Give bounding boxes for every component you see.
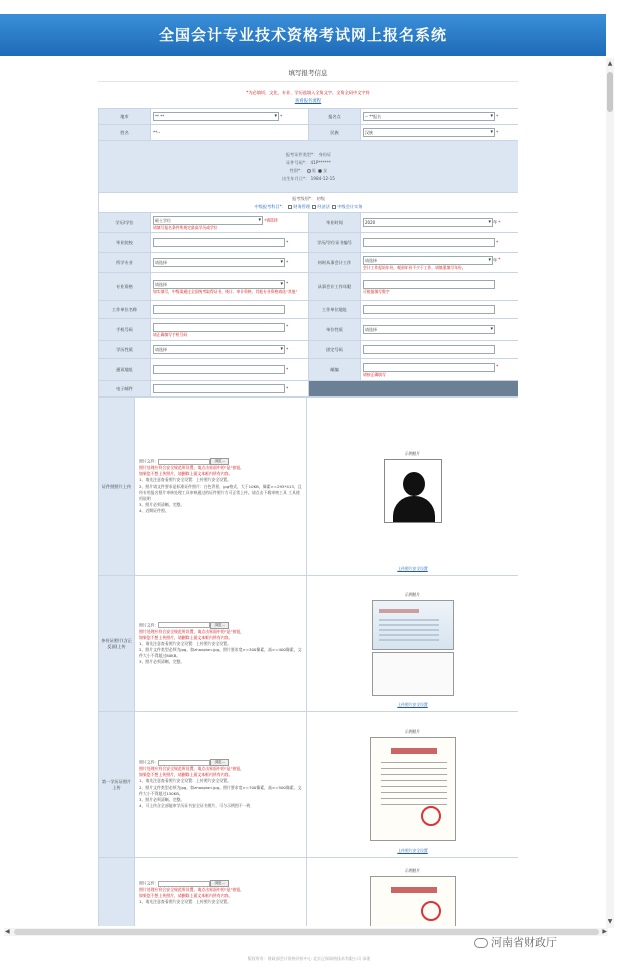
file-label: 照片文件：: [139, 622, 159, 628]
sample-title: 示例照片: [404, 450, 421, 456]
education-select[interactable]: 硕士学位 ▾: [153, 216, 263, 225]
sample-idcard-back-image: [372, 652, 454, 696]
browse-button[interactable]: 浏览...: [210, 759, 229, 766]
subject-option-2: 经济法: [317, 203, 330, 209]
upload-row-diploma: [99, 712, 519, 858]
upload-step: 3、照片必须清晰、完整。: [139, 797, 185, 803]
graduation-year-select[interactable]: 2020 ▾: [363, 218, 493, 227]
scroll-down-icon[interactable]: ▼: [607, 918, 613, 925]
upload-step: 1、请先注意查看照片安全设置：上传照片安全设置。: [139, 640, 231, 646]
upload-warning: 如果您不想上传照片，请删除上面文本框内所有内容。: [139, 471, 233, 477]
sample-title: 示例照片: [404, 591, 421, 597]
table-row: 通讯地址 * 邮编 * 请按正确填写: [99, 359, 519, 381]
field-label: 从事会计工作年限: [309, 273, 361, 301]
field-label: 工作单位名称: [99, 301, 151, 319]
dob-label: 出生年月日*：: [282, 175, 310, 181]
scroll-thumb[interactable]: [607, 72, 613, 112]
sex-female-label: 女: [323, 167, 328, 173]
diploma-number-input[interactable]: [363, 238, 495, 247]
field-label: 手机号码: [99, 319, 151, 341]
upload-label: 第一学历证照片上传: [99, 712, 135, 858]
field-label: 毕业院校: [99, 233, 151, 253]
sex-female-radio[interactable]: [318, 169, 322, 173]
upload-step: 1、请先注意查看照片安全设置：上传照片安全设置。: [139, 477, 231, 483]
browse-button[interactable]: 浏览...: [210, 880, 229, 887]
upload-instructions: [135, 398, 307, 576]
exam-level-label: 报考级别*：: [292, 195, 316, 201]
major-select[interactable]: 请选择 ▾: [153, 258, 285, 267]
field-label: 固定号码: [309, 341, 361, 359]
sample-idcard-front-image: [372, 600, 454, 650]
field-label: 电子邮件: [99, 381, 151, 397]
id-info-block: [99, 141, 519, 193]
sample-cert-cell: [307, 858, 519, 927]
file-path-input[interactable]: [158, 881, 210, 887]
upload-label: 证件照照片上传: [99, 398, 135, 576]
sample-title: 示例照片: [404, 868, 421, 873]
registration-form-page: [98, 58, 518, 926]
id-number-value: 41P******: [310, 159, 331, 165]
postcode-input[interactable]: [363, 363, 495, 372]
field-label: 何时从事会计工作: [309, 253, 361, 273]
table-row: 电子邮件 *: [99, 381, 519, 397]
field-label: 学历/学位证书编号: [309, 233, 361, 253]
sample-diploma-image: [370, 737, 456, 841]
system-title: 全国会计专业技术资格考试网上报名系统: [158, 26, 447, 44]
mobile-hint: 请正确填写手机号码: [153, 331, 188, 337]
upload-table: [98, 397, 518, 926]
file-label: 照片文件：: [139, 880, 159, 886]
field-label: 所学专业: [99, 253, 151, 273]
file-path-input[interactable]: [158, 622, 210, 628]
field-label: 报名点: [309, 109, 361, 125]
table-row: [99, 193, 519, 213]
wechat-icon: [474, 938, 488, 948]
info-table: [98, 108, 518, 397]
field-label: 邮编: [309, 359, 361, 381]
city-select[interactable]: ** ** ▾: [153, 112, 279, 121]
page-header-banner: [0, 14, 606, 56]
address-input[interactable]: [153, 365, 285, 374]
photo-security-link[interactable]: 上传照片安全设置: [397, 848, 428, 853]
field-label: 地市: [99, 109, 151, 125]
postcode-hint: 请按正确填写: [363, 371, 386, 377]
upload-step: 3、照片必须清晰、完整。: [139, 659, 185, 665]
upload-warning: 照片处理应符合安全规范所设置，请点击界面中的“是”按钮，: [139, 465, 245, 471]
upload-warning: 如果您不想上传照片，请删除上面文本框内所有内容。: [139, 634, 233, 640]
qualification-hint: 如实填写，中级需通过全国统考取得证书，统计、审计资格，其他专业资格请选“其他”: [153, 288, 298, 294]
upload-step: 3、照片必须清晰、完整。: [139, 502, 185, 508]
field-label: 单位性质: [309, 319, 361, 341]
scroll-left-icon[interactable]: ◀: [5, 928, 10, 935]
browse-button[interactable]: 浏览...: [210, 622, 229, 629]
work-start-select[interactable]: 请选择 ▾: [363, 256, 493, 265]
registration-point-select[interactable]: -- **报名 ▾: [363, 112, 495, 121]
upload-warning: 照片处理应符合安全规范所设置，请点击界面中的“是”按钮，: [139, 887, 245, 892]
photo-security-link[interactable]: 上传照片安全设置: [397, 702, 428, 707]
scroll-up-icon[interactable]: ▲: [607, 60, 613, 67]
email-input[interactable]: [153, 384, 285, 393]
upload-warning: 照片处理应符合安全规范所设置，请点击界面中的“是”按钮，: [139, 766, 245, 772]
id-type-label: 报考证件类型*：: [285, 151, 318, 157]
school-input[interactable]: [153, 238, 285, 247]
sample-diploma-cell: [307, 712, 519, 858]
upload-warning: 如果您不想上传照片，请删除上面文本框内所有内容。: [139, 893, 233, 898]
upload-row-photo: [99, 398, 519, 576]
table-row: 手机号码 * 请正确填写手机号码 单位性质 请选择 ▾: [99, 319, 519, 341]
employer-type-select[interactable]: 请选择 ▾: [363, 325, 495, 334]
sex-male-label: 男: [311, 167, 316, 173]
field-label: 工作单位地址: [309, 301, 361, 319]
sample-certificate-image: [370, 876, 456, 926]
subject-option-3: 中级会计实务: [337, 203, 363, 209]
upload-label: 身份证照片(含正反面)上传: [99, 576, 135, 712]
page-footer: 版权所有：财政部会计资格评价中心 北京正保网络技术有限公司 承建: [247, 956, 371, 961]
upload-row-extra: [99, 858, 519, 927]
subject-option-1: 财务管理: [293, 203, 311, 209]
upload-step: 2、照片文件类型必须为jpg，如zhaopian.jpg。照片要求宽>=700像素，高>=500像素，文件大小不得超过150KB。: [139, 784, 302, 796]
work-start-hint: 会计工作起始年份，税前年份不少于工作，请慎重填写年份。: [363, 264, 466, 270]
work-years-input[interactable]: [363, 280, 495, 289]
education-hint: 请填写报名条件所规定最高学历或学位: [153, 224, 218, 230]
sample-portrait-image: [384, 459, 442, 523]
field-label: 通讯地址: [99, 359, 151, 381]
upload-row-idcard: [99, 576, 519, 712]
work-start-unit: 年: [493, 257, 498, 262]
graduation-year-unit: 年: [493, 219, 498, 225]
field-label: 民族: [309, 125, 361, 141]
sample-idcard-cell: [307, 576, 519, 712]
upload-step: 1、请先注意查看照片安全设置：上传照片安全设置。: [139, 778, 231, 784]
file-label: 照片文件：: [139, 458, 159, 464]
file-path-input[interactable]: [158, 459, 210, 465]
upload-step: 2、照片文件类型必须为jpg，如zhaopian.jpg。照片要求宽>=300像素，高>=400像素，文件大小不得超过80KB。: [139, 646, 302, 658]
table-row: 所学专业 请选择 ▾ * 何时从事会计工作 请选择 ▾ 年* 会计工作起始年份，税前年份不少于工作，请慎重填写年份。: [99, 253, 519, 273]
subject-checkbox-2[interactable]: [312, 205, 316, 209]
id-number-label: 证件号码*：: [286, 159, 310, 165]
subject-checkbox-1[interactable]: [288, 205, 292, 209]
upload-step: 2、照片请文件要求是标准证件照片：白色背景，jpg格式，大于10KB，像素>=295*413，且经专用报名照片审核处理工具审核通过的证件照片方可正常上传。请点击下载审核工具 工具使用说明: [139, 483, 302, 501]
table-row: [99, 141, 519, 193]
page-title: 填写报考信息: [98, 68, 518, 82]
table-row: 毕业院校 * 学历/学位证书编号 *: [99, 233, 519, 253]
upload-instructions: [135, 712, 307, 858]
exam-level-value: 初级: [316, 195, 325, 201]
qualification-select[interactable]: 请选择 ▾: [153, 280, 285, 289]
education-extra: *请选择: [264, 217, 278, 222]
ethnicity-select[interactable]: 汉族 ▾: [363, 128, 495, 137]
upload-step: 4、近期证件照。: [139, 508, 169, 514]
exam-level-block: [99, 193, 519, 213]
empty-cell: [309, 381, 519, 397]
file-label: 照片文件：: [139, 759, 159, 765]
watermark-text: 河南省财政厅: [491, 936, 557, 949]
browse-button[interactable]: 浏览...: [210, 458, 229, 465]
mobile-input[interactable]: [153, 323, 285, 332]
table-row: 学历/学位 硕士学位 ▾ *请选择 请填写报名条件所规定最高学历或学位 毕业时间 2020 ▾ 年*: [99, 213, 519, 233]
upload-instructions: [135, 576, 307, 712]
registration-process-link[interactable]: 查看报名流程: [294, 99, 322, 104]
subject-checkbox-3[interactable]: [332, 205, 336, 209]
landline-input[interactable]: [363, 345, 495, 354]
upload-warning: 如果您不想上传照片，请删除上面文本框内所有内容。: [139, 772, 233, 778]
photo-security-link[interactable]: 上传照片安全设置: [397, 566, 428, 571]
field-label: 学历/学位: [99, 213, 151, 233]
work-years-hint: 可根据填写数字: [363, 288, 390, 294]
name-value: **--: [153, 130, 161, 135]
field-label: 专业资格: [99, 273, 151, 301]
field-label: 学历性质: [99, 341, 151, 359]
table-row: [99, 301, 519, 319]
field-label: 姓名: [99, 125, 151, 141]
upload-label: [99, 858, 135, 927]
dob-value: 1984-12-15: [310, 175, 335, 181]
sample-photo-cell: [307, 398, 519, 576]
file-path-input[interactable]: [158, 760, 210, 766]
table-row: 专业资格 请选择 ▾ * 如实填写，中级需通过全国统考取得证书，统计、审计资格，其他专业资格请选“其他” 从事会计工作年限 可根据填写数字: [99, 273, 519, 301]
upload-instructions: [135, 858, 307, 927]
employer-input[interactable]: [153, 305, 285, 314]
employer-address-input[interactable]: [363, 305, 495, 314]
watermark: [474, 934, 557, 950]
upload-step: 4、可上传含全部能审学历证书安全证书照片，可与示例图不一致: [139, 803, 251, 809]
upload-step: 1、请先注意查看照片安全设置：上传照片安全设置。: [139, 899, 231, 904]
education-type-select[interactable]: 请选择 ▾: [153, 345, 285, 354]
field-label: 毕业时间: [309, 213, 361, 233]
sample-title: 示例照片: [404, 728, 421, 734]
id-type-value: 身份证: [318, 151, 332, 157]
sex-male-radio[interactable]: [307, 169, 311, 173]
required-notice: *为必填项，文化、专业、学历选填入全角文字，全角全码中文字符: [246, 90, 370, 95]
table-row: 姓名 **-- 民族 汉族 ▾ *: [99, 125, 519, 141]
table-row: 地市 ** ** ▾ * 报名点 -- **报名 ▾ *: [99, 109, 519, 125]
sex-label: 性别*：: [289, 167, 305, 173]
subject-label: 中级报考科目*：: [254, 203, 286, 209]
table-row: 学历性质 请选择 ▾ * 固定号码: [99, 341, 519, 359]
vertical-scrollbar[interactable]: [606, 58, 614, 928]
upload-warning: 照片处理应符合安全规范所设置，请点击界面中的“是”按钮，: [139, 628, 245, 634]
scroll-right-icon[interactable]: ▶: [602, 928, 607, 935]
